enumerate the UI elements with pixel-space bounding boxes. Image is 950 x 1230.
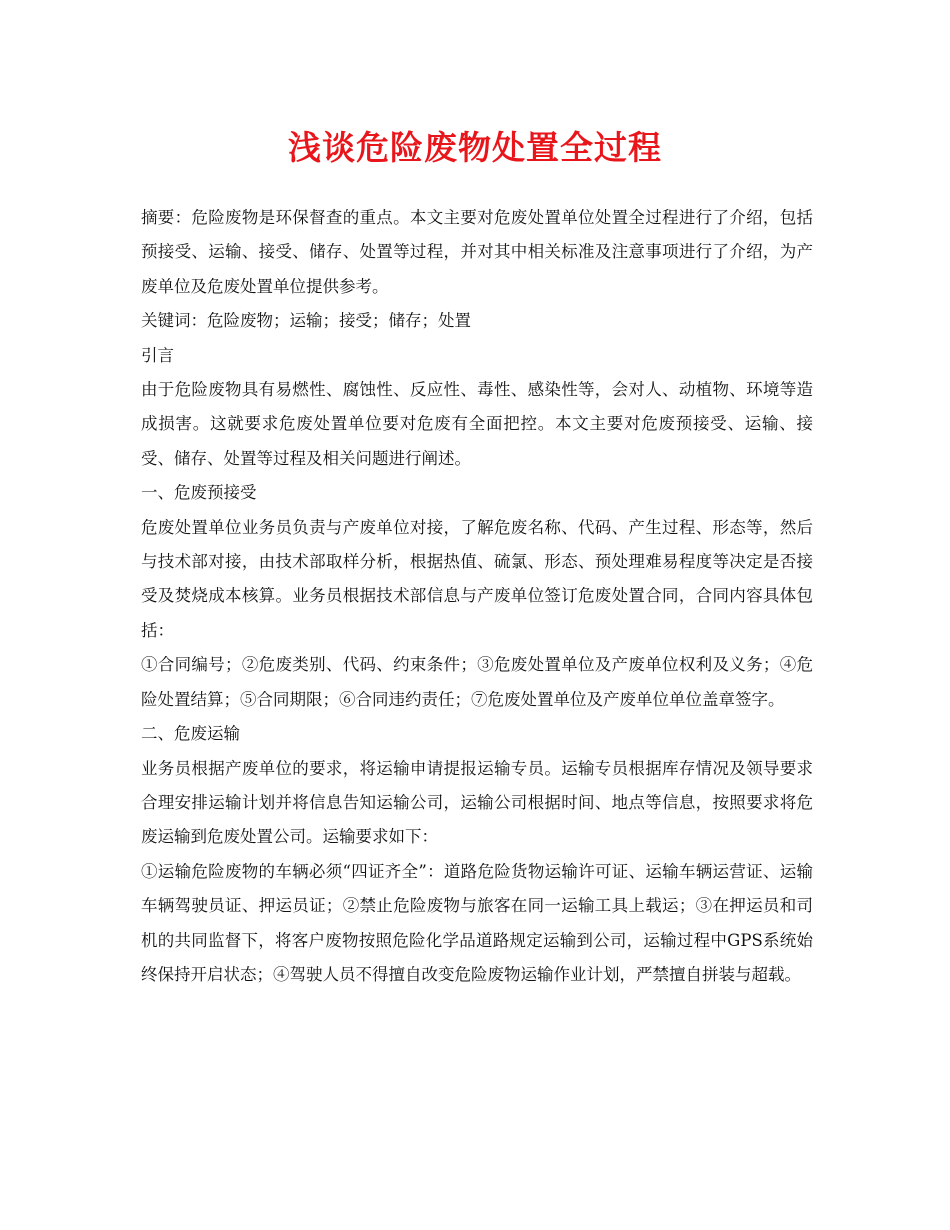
keywords-line: 关键词：危险废物；运输；接受；储存；处置 (141, 311, 471, 331)
section2-list: ①运输危险废物的车辆必须“四证齐全”：道路危险货物运输许可证、运输车辆运营证、运输车辆驾驶员证、押运员证；②禁止危险废物与旅客在同一运输工具上载运；③在押运员和司机的共同监督下，将客户废物按照危险化学品道路规定运输到公司，运输过程中GPS系统始终保持开启状态；④驾驶人员不得擅自改变危险废物运输作业计划，严禁擅自拼装与超载。 (141, 861, 813, 984)
section1-heading: 一、危废预接受 (141, 483, 257, 503)
page-title: 浅谈危险废物处置全过程 (288, 128, 662, 167)
section1-list: ①合同编号；②危废类别、代码、约束条件；③危废处置单位及产废单位权利及义务；④危险处置结算；⑤合同期限；⑥合同违约责任；⑦危废处置单位及产废单位单位盖章签字。 (141, 655, 813, 709)
intro-heading: 引言 (141, 345, 174, 365)
section1-paragraph: 危废处置单位业务员负责与产废单位对接，了解危废名称、代码、产生过程、形态等，然后与技术部对接，由技术部取样分析，根据热值、硫氯、形态、预处理难易程度等决定是否接受及焚烧成本核算。业务员根据技术部信息与产废单位签订危废处置合同，合同内容具体包括： (141, 517, 813, 640)
document-body (141, 201, 813, 992)
intro-paragraph: 由于危险废物具有易燃性、腐蚀性、反应性、毒性、感染性等，会对人、动植物、环境等造成损害。这就要求危废处置单位要对危废有全面把控。本文主要对危废预接受、运输、接受、储存、处置等过程及相关问题进行阐述。 (141, 380, 813, 468)
section2-heading: 二、危废运输 (141, 724, 240, 744)
section2-paragraph: 业务员根据产废单位的要求，将运输申请提报运输专员。运输专员根据库存情况及领导要求合理安排运输计划并将信息告知运输公司，运输公司根据时间、地点等信息，按照要求将危废运输到危废处置公司。运输要求如下： (141, 758, 813, 847)
abstract-paragraph: 摘要：危险废物是环保督查的重点。本文主要对危废处置单位处置全过程进行了介绍，包括预接受、运输、接受、储存、处置等过程，并对其中相关标准及注意事项进行了介绍，为产废单位及危废处置单位提供参考。 (141, 208, 813, 296)
